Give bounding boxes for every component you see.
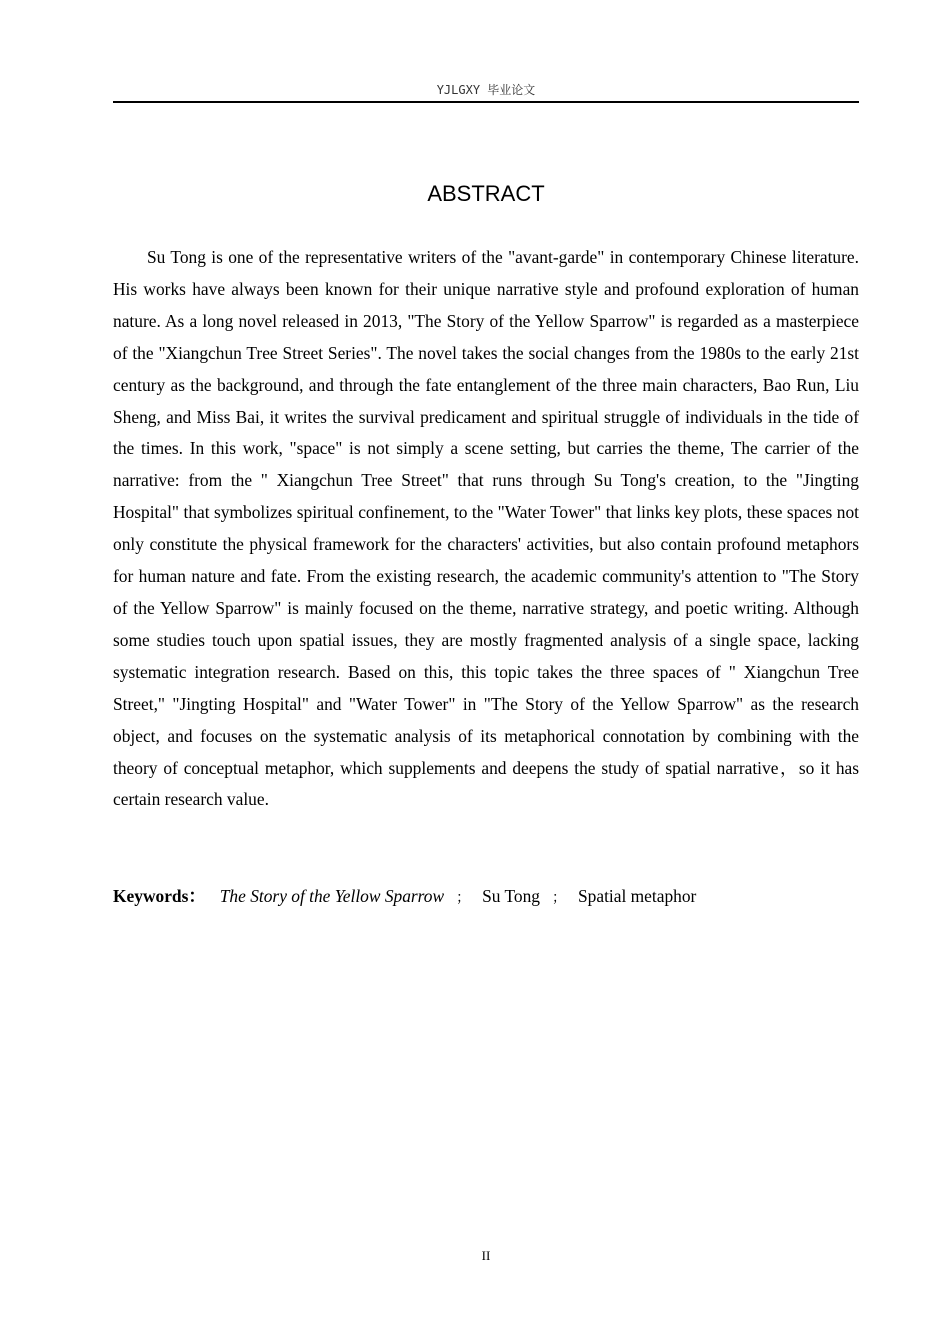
keyword-separator: ； — [552, 891, 566, 906]
keyword-item: The Story of the Yellow Sparrow — [219, 886, 445, 906]
keywords-line — [113, 881, 859, 914]
running-header: YJLGXY 毕业论文 — [436, 83, 536, 97]
keyword-item: Spatial metaphor — [578, 886, 697, 906]
abstract-paragraph: Su Tong is one of the representative writers of the "avant-garde" in contemporary Chinese literature. His works have always been known for their unique narrative style and profound exploration of human nature. As a long novel released in 2013, "The Story of the Yellow Sparrow" is regarded as a masterpiece of the "Xiangchun Tree Street Series". The novel takes the social changes from the 1980s to the early 21st century as the background, and through the fate entanglement of the three main characters, Bao Run, Liu Sheng, and Miss Bai, it writes the survival predicament and spiritual struggle of individuals in the tide of the times. In this work, "space" is not simply a scene setting, but carries the theme, The carrier of the narrative: from the " Xiangchun Tree Street" that runs through Su Tong's creation, to the "Jingting Hospital" that symbolizes spiritual confinement, to the "Water Tower" that links key plots, these spaces not only constitute the physical framework for the characters' activities, but also contain profound metaphors for human nature and fate. From the existing research, the academic community's attention to "The Story of the Yellow Sparrow" is mainly focused on the theme, narrative strategy, and poetic writing. Although some studies touch upon spatial issues, they are mostly fragmented analysis of a single space, lacking systematic integration research. Based on this, this topic takes the three spaces of " Xiangchun Tree Street," "Jingting Hospital" and "Water Tower" in "The Story of the Yellow Sparrow" as the research object, and focuses on the systematic analysis of its metaphorical connotation by combining with the theory of conceptual metaphor, which supplements and deepens the study of spatial narrative，so it has certain research value. — [113, 247, 859, 810]
keywords-colon: ： — [188, 886, 206, 906]
keyword-separator: ； — [456, 891, 471, 906]
abstract-title: ABSTRACT — [427, 181, 545, 206]
keyword-item: Su Tong — [482, 886, 540, 906]
header-divider — [113, 101, 859, 103]
page-number: II — [481, 1248, 491, 1263]
keywords-label: Keywords — [113, 886, 189, 906]
